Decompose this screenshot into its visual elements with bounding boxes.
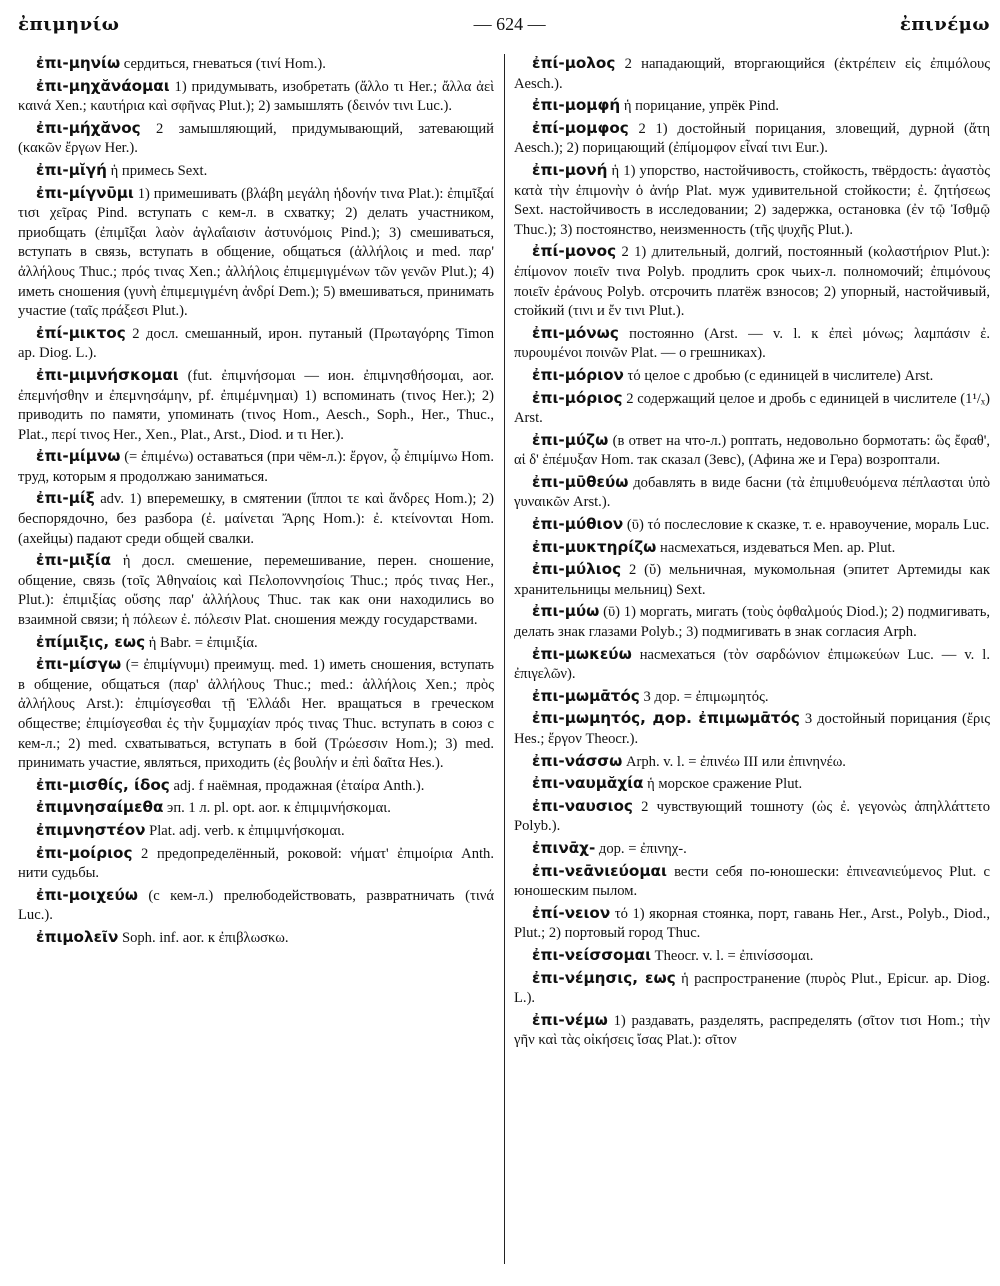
entry-definition: (с кем-л.) прелюбодействовать, развратничать (τινά Luc.). (18, 887, 494, 924)
dictionary-entry (514, 54, 990, 94)
entry-headword: ἐπι-μῐγή (36, 160, 107, 179)
entry-definition: 3 дор. = ἐπιμωμητός. (639, 688, 769, 705)
entry-definition: сердиться, гневаться (τινί Hom.). (120, 56, 326, 72)
running-head (18, 14, 990, 52)
entry-definition: 3 достойный порицания (ἔρις Hes.; ἔργον Theocr.). (514, 711, 990, 747)
entry-headword: ἐπινᾱχ- (532, 838, 596, 857)
dictionary-entry (18, 161, 494, 182)
dictionary-entry (18, 366, 494, 445)
entry-definition: 2 1) длительный, долгий, постоянный (κολαστήριον Plut.): ἐπίμονον ποιεῖν τινα Polyb. продлить срок чьих-л. полномочий; ἐπιμόνους ποιεῖν ἐράνους Polyb. отсрочить платёж взносов; 2) упорный, настойчивый, стойкий (τινι и ἔν τινι Plut.). (514, 244, 990, 320)
dictionary-entry (514, 645, 990, 685)
entry-headword: ἐπι-μίσγω (36, 655, 122, 674)
dictionary-entry (18, 54, 494, 75)
entry-definition: ἡ распространение (πυρὸς Plut., Epicur. ap. Diog. L.). (514, 970, 990, 1007)
entry-definition: 2 замышляющий, придумывающий, затевающий (κακῶν ἔργων Her.). (18, 120, 494, 157)
dictionary-entry (514, 752, 990, 773)
entry-headword: ἐπι-μισθίς, ίδος (36, 775, 170, 794)
dictionary-entry (18, 633, 494, 654)
entry-definition: (fut. ἐπιμνήσομαι — ион. ἐπιμνησθήσομαι, aor. ἐπεμνήσθην и ἐπεμνησάμην, pf. ἐπιμέμνημαι) 1) вспоминать (τινος Her.); 2) приводить по памяти, упоминать (τινος Hom., Aesch., Soph., Her., Thuc., Plat., περί τινος Her., Xen., Plat., Arst., Diod. и τι Her.). (18, 367, 494, 443)
entry-headword: ἐπι-μωμητός, дор. ἐπιμωμᾱτός (532, 709, 800, 728)
dictionary-entry (18, 844, 494, 884)
entry-definition: постоянно (Arst. — v. l. к ἐπεὶ μόνως; λαμπάσιν ἐ. πυρουμένοι ποινῶν Plat. — о грешниках). (514, 325, 990, 362)
dictionary-entry (18, 324, 494, 364)
entry-definition: эп. 1 л. pl. opt. aor. к ἐπιμιμνήσκομαι. (163, 800, 391, 817)
dictionary-entry (18, 77, 494, 117)
entry-definition: τό 1) якорная стоянка, порт, гавань Her., Arst., Polyb., Diod., Plut.; 2) портовый город Thuc. (514, 905, 990, 942)
entry-definition: (ῡ) 1) моргать, мигать (τοὺς ὀφθαλμούς Diod.); 2) подмигивать, делать знак глазами Polyb.; 3) подмигивать в знак согласия Arph. (514, 604, 990, 641)
dictionary-entry (514, 560, 990, 600)
entry-definition: добавлять в виде басни (τὰ ἐπιμυθευόμενα πέπλασται ὑπὸ γυναικῶν Arst.). (514, 474, 990, 511)
entry-definition: 2 содержащий целое и дробь с единицей в числителе (1¹/ₓ) Arst. (514, 390, 990, 427)
entry-definition: Theocr. v. l. = ἐπινίσσομαι. (651, 947, 814, 964)
entry-headword: ἐπί-νειον (532, 903, 611, 922)
entry-definition: ἡ досл. смешение, перемешивание, перен. сношение, общение, связь (τοῖς Ἀθηναίοις καὶ Πελοποννησίοις Thuc.; πρός τινας Her., Plut.): ἐπιμιξίας οὔσης παρ' ἀλλήλους Thuc. так как они находились во взаимной связи; ἡ πόλεων ἐ. πόλεσιν Plat. сношения между государствами. (18, 553, 494, 629)
entry-definition: 2 чувствующий тошноту (ὡς ἐ. γεγονὼς ἀπηλλάττετο Polyb.). (514, 798, 990, 835)
dictionary-entry (18, 928, 494, 949)
entry-headword: ἐπι-μύζω (532, 430, 609, 449)
dictionary-entry (514, 687, 990, 708)
entry-definition: ἡ 1) упорство, настойчивость, стойкость, твёрдость: ἀγαστὸς κατὰ τὴν ἐπιμονὴν ὁ ἀνήρ Plat. муж удивительной стойкости; ἐ. ζητήσεως Sext. настойчивость в исследовании; 2) задержка, остановка (ἐν τῷ Ἰσθμῷ Thuc.); 3) постоянство, неизменность (τῆς ψυχῆς Plut.). (514, 162, 990, 238)
entry-definition: 2 (ῠ) мельничная, мукомольная (эпитет Артемиды как хранительницы мельниц) Sext. (514, 562, 990, 598)
entry-definition: насмехаться (τὸν σαρδώνιον ἐπιμωκεύων Luc. — v. l. ἐπιγελῶν). (514, 646, 990, 683)
entry-definition: Arph. v. l. = ἐπινέω III или ἐπινηνέω. (622, 753, 846, 770)
entry-definition: ἡ морское сражение Plut. (643, 776, 803, 793)
dictionary-entry (514, 1011, 990, 1051)
dictionary-entry (514, 389, 990, 429)
entry-headword: ἐπι-μήχᾰνος (36, 118, 141, 137)
dictionary-entry (514, 797, 990, 837)
entry-headword: ἐπι-μύω (532, 602, 600, 621)
entry-definition: (ῡ) τό послесловие к сказке, т. е. нравоучение, мораль Luc. (623, 517, 990, 534)
entry-headword: ἐπιμολεῖν (36, 927, 119, 946)
entry-headword: ἐπι-νέμησις, εως (532, 968, 676, 987)
entry-definition: Plat. adj. verb. к ἐπιμιμνήσκομαι. (145, 822, 345, 839)
header-left-guide-word: ἐπιμηνίω (18, 14, 120, 35)
entry-headword: ἐπι-μομφή (532, 96, 621, 115)
entry-definition: adv. 1) вперемешку, в смятении (ἵπποι τε καὶ ἄνδρες Hom.); 2) беспорядочно, без разбора (ἐ. μαίνεται Ἄρης Hom.): ἐ. κτείνονται Hom. (ахейцы) падают среди общей свалки. (18, 491, 494, 547)
entry-headword: ἐπι-νεᾱνιεύομαι (532, 861, 667, 880)
dictionary-entry (18, 119, 494, 159)
dictionary-entry (514, 969, 990, 1009)
entry-headword: ἐπι-ναυμᾰχία (532, 774, 644, 793)
dictionary-entry (514, 473, 990, 513)
dictionary-entry (514, 602, 990, 642)
entry-definition: Soph. inf. aor. к ἐπιβλωσκω. (118, 929, 289, 946)
dictionary-entry (18, 886, 494, 926)
entry-definition: (= ἐπιμένω) оставаться (при чём-л.): ἔργον, ᾧ ἐπιμίμνω Hom. труд, которым я продолжаю заниматься. (18, 449, 494, 485)
dictionary-entry (514, 709, 990, 749)
entry-headword: ἐπι-ναυσιος (532, 796, 633, 815)
entry-definition: ἡ Babr. = ἐπιμιξία. (145, 634, 258, 651)
entry-definition: вести себя по-юношески: ἐπινεανιεύμενος Plut. с юношеским пылом. (514, 863, 990, 900)
entry-definition: 1) придумывать, изобретать (ἄλλο τι Her.; ἄλλα ἀεὶ καινά Xen.; καυτήρια καὶ σφῆνας Plut.); 2) замышлять (δεινόν τινι Luc.). (18, 78, 494, 115)
dictionary-entry (514, 366, 990, 387)
entry-headword: ἐπι-μοίριος (36, 843, 133, 862)
entry-definition: 2 предопределённый, роковой: νήματ' ἐπιμοίρια Anth. нити судьбы. (18, 845, 494, 882)
dictionary-entry (18, 821, 494, 842)
dictionary-entry (514, 431, 990, 471)
entry-headword: ἐπι-μίγνῡμι (36, 183, 134, 202)
entry-definition: дор. = ἐπινηχ-. (595, 840, 687, 857)
dictionary-entry (514, 904, 990, 944)
dictionary-entry (514, 946, 990, 967)
page-number: — 624 — (473, 14, 546, 34)
entry-headword: ἐπι-μίμνω (36, 447, 121, 466)
dictionary-entry (514, 774, 990, 795)
entry-headword: ἐπι-μιξία (36, 551, 112, 570)
dictionary-entry (514, 242, 990, 321)
entry-definition: ἡ порицание, упрёк Pind. (620, 98, 780, 115)
dictionary-entry (514, 538, 990, 559)
entry-headword: ἐπι-μόριον (532, 365, 624, 384)
entry-headword: ἐπι-μηχᾰνάομαι (36, 76, 170, 95)
entry-headword: ἐπι-μίξ (36, 489, 95, 508)
entry-headword: ἐπι-μηνίω (36, 54, 121, 72)
entry-definition: насмехаться, издеваться Men. ap. Plut. (656, 539, 896, 556)
entry-headword: ἐπί-μομφος (532, 118, 629, 137)
entry-headword: ἐπι-μυκτηρίζω (532, 537, 657, 556)
dictionary-entry (514, 839, 990, 860)
entry-definition: (в ответ на что-л.) роптать, недовольно бормотать: ὣς ἔφαθ', αἱ δ' ἐπέμυξαν Hom. так сказал (Зевс), (Афина же и Гера) возроптали. (514, 432, 990, 469)
entry-definition: τό целое с дробью (с единицей в числителе) Arst. (623, 367, 934, 384)
entry-definition: ἡ примесь Sext. (106, 162, 208, 179)
entry-definition: 1) раздавать, разделять, распределять (σῖτον τισι Hom.; τὴν γῆν καὶ τὰς οἰκήσεις ἴσας Plat.): σῖτον (514, 1012, 990, 1049)
dictionary-entry (18, 798, 494, 819)
entry-definition: 1) примешивать (βλάβη μεγάλη ἡδονήν τινα Plat.): ἐπιμῖξαί τισι χεῖρας Pind. вступать с кем-л. в схватку; 2) делать участником, приобщать (ἐπιμῖξαι λαὸν ἀγλαΐαισιν ἀστυνόμοις Pind.); 3) смешиваться, вступать в связь, вступать в общение, общаться (ἀλλήλοις и med. παρ' ἀλλήλους Thuc.; πρός τινας Xen.; ἀλλήλοις ἐπιμεμιγμένων τῶν γενῶν Plut.); 4) иметь сношения (γυνὴ ἐπιμεμιγμένη ἀνδρί Dem.); 5) вмешиваться, принимать участие (ταῖς πράξεσι Plut.). (18, 185, 494, 320)
entry-headword: ἐπι-νείσσομαι (532, 945, 652, 964)
dictionary-entry (18, 776, 494, 797)
entry-headword: ἐπι-μύθιον (532, 515, 624, 534)
entry-definition: adj. f наёмная, продажная (ἑταίρα Anth.). (169, 777, 425, 794)
columns (18, 54, 990, 1264)
header-right-guide-word: ἐπινέμω (899, 14, 990, 35)
entry-definition: 2 досл. смешанный, ирон. путаный (Πρωταγόρης Timon ap. Diog. L.). (18, 325, 494, 362)
entry-headword: ἐπι-μιμνήσκομαι (36, 365, 179, 384)
entry-headword: ἐπι-μοιχεύω (36, 885, 138, 904)
entry-headword: ἐπί-μικτος (36, 323, 126, 342)
dictionary-entry (514, 862, 990, 902)
left-column (18, 54, 494, 1264)
entry-headword: ἐπιμνηστέον (36, 820, 146, 839)
entry-headword: ἐπι-νέμω (532, 1010, 608, 1029)
dictionary-entry (514, 515, 990, 536)
entry-headword: ἐπι-μόνως (532, 323, 619, 342)
entry-definition: 2 нападающий, вторгающийся (ἐκτρέπειν εἰς ἐπιμόλους Aesch.). (514, 56, 990, 92)
dictionary-entry (18, 551, 494, 630)
dictionary-entry (514, 119, 990, 159)
entry-headword: ἐπί-μονος (532, 242, 617, 261)
column-divider (504, 54, 505, 1264)
dictionary-entry (514, 324, 990, 364)
dictionary-entry (18, 447, 494, 487)
entry-definition: (= ἐπιμίγνυμι) преимущ. med. 1) иметь сношения, вступать в общение, общаться (παρ' ἀλλήλους Thuc.; med.: ἀλλήλοις Xen.; πρὸς ἀλλήλους Arst.): ἐπιμίσγεσθαι τῇ Ἑλλάδι Her. вращаться в греческом обществе; ἐπιμίσγεσθαι ἐς τὴν ξυμμαχίαν πρός τινας Thuc. вступать в союз с кем-л.; 2) med. схватываться, вступать в бой (Τρώεσσιν Hom.); 3) med. принимать участие, являться, приходить (ἐς βουλήν и ἐπὶ δαῖτα Hes.). (18, 657, 494, 772)
entry-headword: ἐπι-μωμᾱτός (532, 686, 640, 705)
entry-headword: ἐπι-μωκεύω (532, 644, 632, 663)
entry-headword: ἐπιμνησαίμεθα (36, 798, 164, 817)
entry-headword: ἐπι-μύλιος (532, 560, 622, 579)
dictionary-entry (18, 489, 494, 549)
entry-headword: ἐπι-νάσσω (532, 751, 623, 770)
dictionary-entry (18, 184, 494, 322)
entry-headword: ἐπί-μολος (532, 54, 616, 72)
entry-headword: ἐπι-μῡθεύω (532, 472, 629, 491)
entry-headword: ἐπι-μονή (532, 160, 608, 179)
right-column (514, 54, 990, 1264)
entry-definition: 2 1) достойный порицания, зловещий, дурной (ἄτη Aesch.); 2) порицающий (ἐπίμομφον εἶναί τινι Eur.). (514, 120, 990, 157)
entry-headword: ἐπι-μόριος (532, 388, 623, 407)
dictionary-entry (514, 96, 990, 117)
dictionary-entry (514, 161, 990, 240)
entry-headword: ἐπίμιξις, εως (36, 632, 146, 651)
dictionary-entry (18, 655, 494, 774)
